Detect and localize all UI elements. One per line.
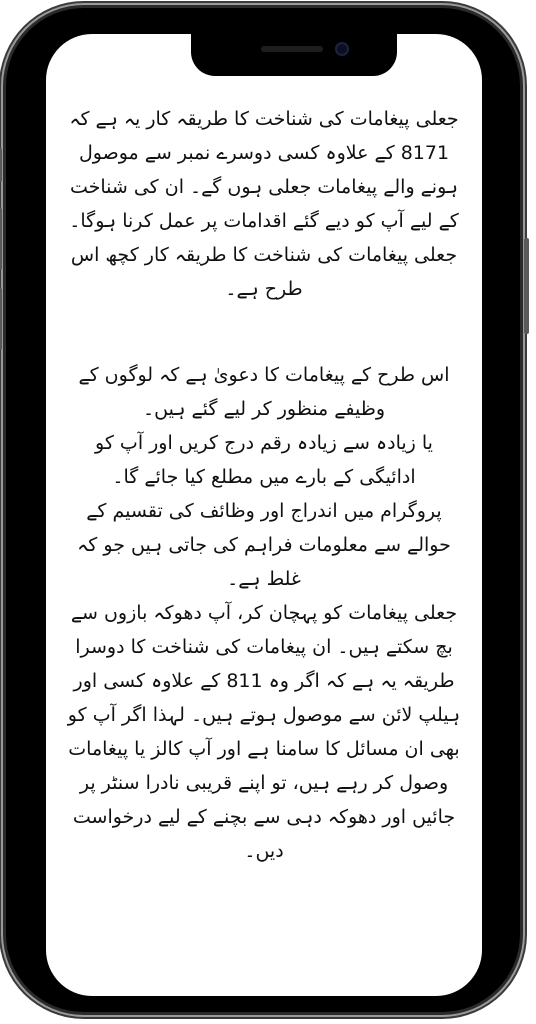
point-item: جعلی پیغامات کو پہچان کر، آپ دھوکہ بازوں سے بچ سکتے ہیں۔ ان پیغامات کی شناخت کا دوسرا طریقہ یہ ہے کہ اگر وہ 811 کے علاوہ کسی اور ہیلپ لائن سے موصول ہوتے ہیں۔ لہذا اگر آپ کو بھی ان مسائل کا سامنا ہے اور آپ کالز یا پیغامات وصول کر رہے ہیں، تو اپنے قریبی نادرا سنٹر پر جائیں اور دھوکہ دہی سے بچنے کے لیے درخواست دیں۔ — [67, 602, 461, 862]
intro-paragraph: جعلی پیغامات کی شناخت کا طریقہ کار یہ ہے کہ 8171 کے علاوہ کسی دوسرے نمبر سے موصول ہونے والے پیغامات جعلی ہوں گے۔ ان کی شناخت کے لیے آپ کو دیے گئے اقدامات پر عمل کرنا ہوگا۔ جعلی پیغامات کی شناخت کا طریقہ کار کچھ اس طرح ہے۔ — [69, 108, 459, 300]
silent-switch — [0, 148, 2, 182]
notch — [191, 34, 397, 76]
points-list — [66, 358, 462, 868]
phone-frame — [6, 8, 520, 1012]
article-body — [66, 102, 462, 868]
point-item: اس طرح کے پیغامات کا دعویٰ ہے کہ لوگوں کے وظیفے منظور کر لیے گئے ہیں۔ — [78, 364, 450, 420]
point-item: یا زیادہ سے زیادہ رقم درج کریں اور آپ کو ادائیگی کے بارے میں مطلع کیا جائے گا۔ — [95, 432, 433, 488]
volume-up-button — [0, 208, 2, 270]
power-button — [524, 238, 529, 334]
speaker-grille — [261, 46, 323, 52]
phone-screen — [46, 34, 482, 996]
front-camera-icon — [335, 42, 349, 56]
point-item: پروگرام میں اندراج اور وظائف کی تقسیم کے حوالے سے معلومات فراہم کی جاتی ہیں جو کہ غلط ہے۔ — [77, 500, 451, 590]
volume-down-button — [0, 288, 2, 350]
